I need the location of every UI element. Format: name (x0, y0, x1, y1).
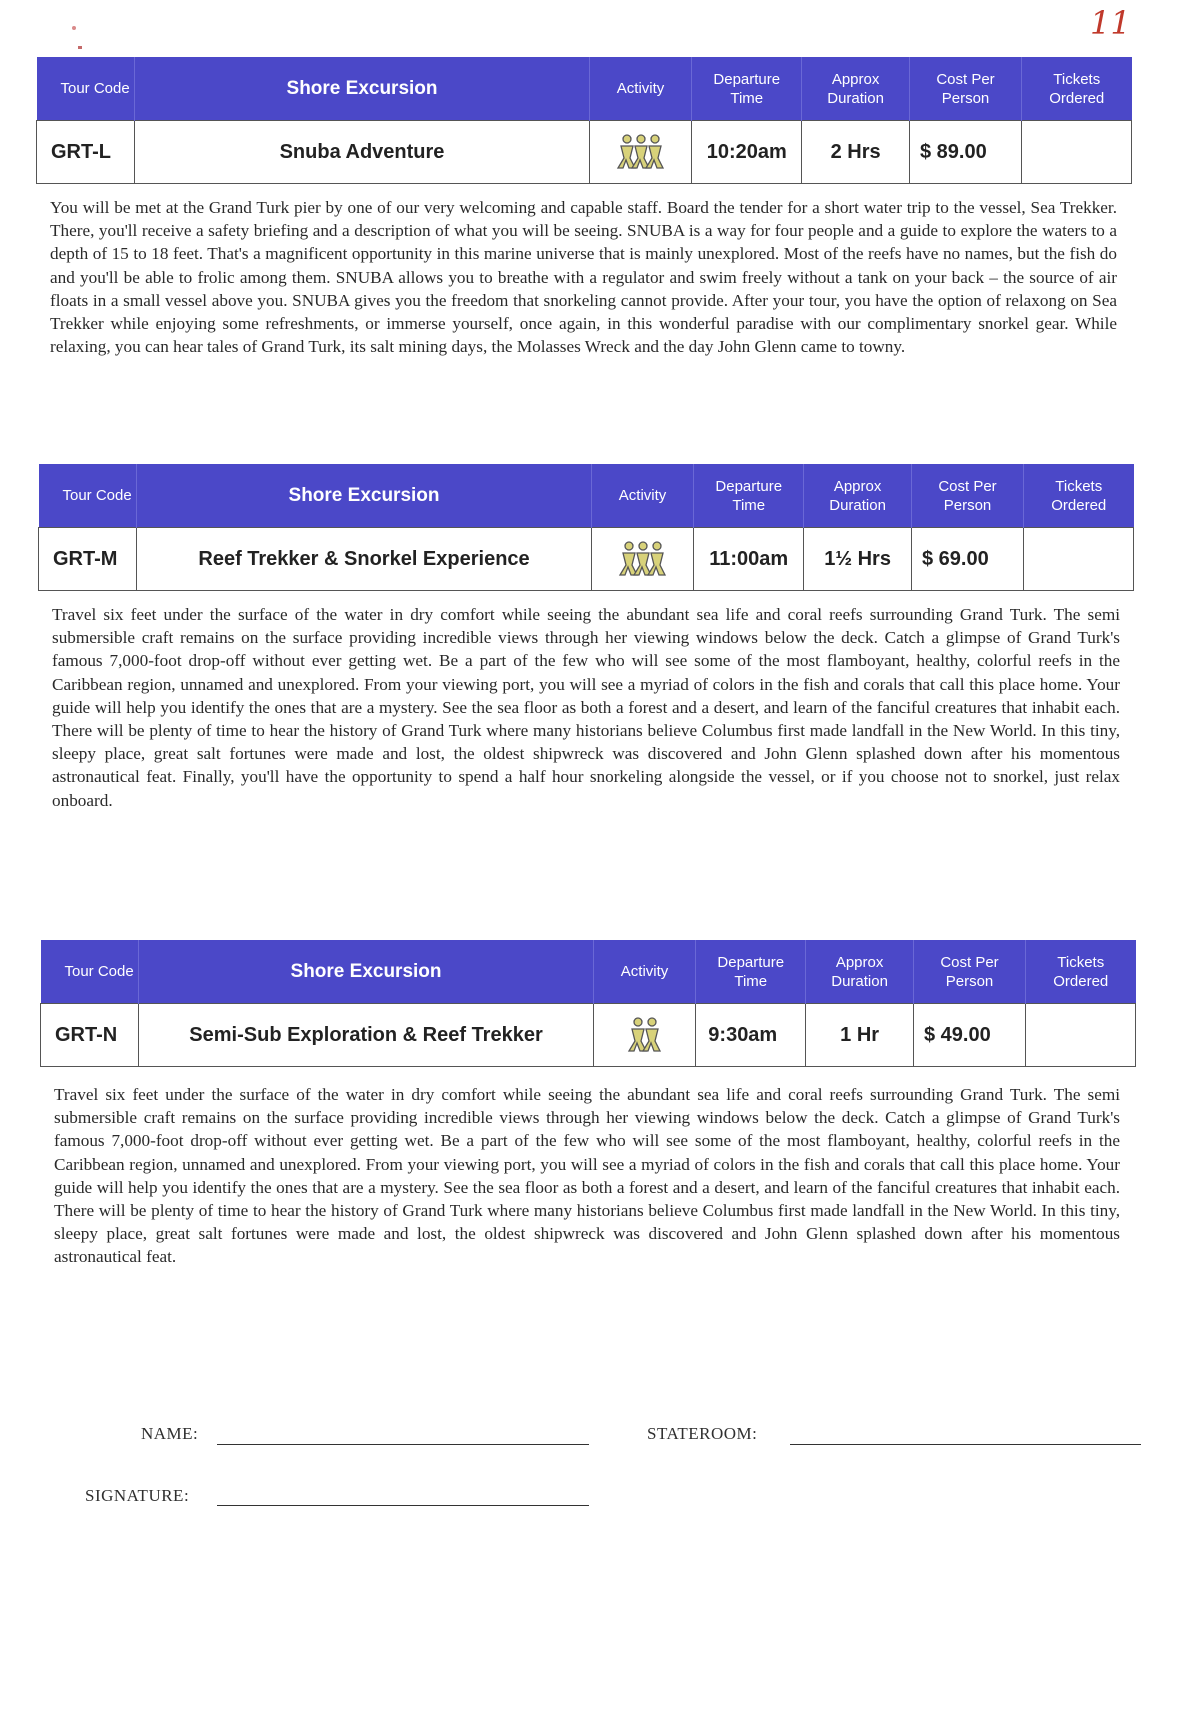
excursion-grt-l (36, 57, 1132, 184)
excursion-description: Travel six feet under the surface of the water in dry comfort while seeing the abundant sea life and coral reefs surrounding Grand Turk. The semi submersible craft remains on the surface providing incredible views through her viewing windows below the deck. Catch a glimpse of Grand Turk's famous 7,000-foot drop-off without ever getting wet. Be a part of the few who will see some of the most flamboyant, healthy, colorful reefs in the Caribbean region, unnamed and unexplored. From your viewing port, you will see a myriad of colors in the fish and corals that call this place home. Your guide will help you identify the ones that are a mystery. See the sea floor as both a forest and a desert, and learn of the fanciful creatures that inhabit each. There will be plenty of time to hear the history of Grand Turk where many historians believe Columbus first made landfall in the New World. In this tiny, sleepy place, great salt fortunes were made and lost, the oldest shipwreck was discovered and John Glenn splashed down after his momentous astronautical feat. Finally, you'll have the opportunity to spend a half hour snorkeling alongside the vessel, or if you choose not to snorkel, just relax onboard. (52, 605, 1120, 810)
signature-label: SIGNATURE: (85, 1486, 190, 1505)
header-tickets-ordered: Tickets Ordered (1022, 57, 1132, 121)
excursion-description: Travel six feet under the surface of the water in dry comfort while seeing the abundant sea life and coral reefs surrounding Grand Turk. The semi submersible craft remains on the surface providing incredible views through her viewing windows below the deck. Catch a glimpse of Grand Turk's famous 7,000-foot drop-off without ever getting wet. Be a part of the few who will see some of the most flamboyant, healthy, colorful reefs in the Caribbean region, unnamed and unexplored. From your viewing port, you will see a myriad of colors in the fish and corals that call this place home. Your guide will help you identify the ones that are a mystery. See the sea floor as both a forest and a desert, and learn of the fanciful creatures that inhabit each. There will be plenty of time to hear the history of Grand Turk where many historians believe Columbus first made landfall in the New World. In this tiny, sleepy place, great salt fortunes were made and lost, the oldest shipwreck was discovered and John Glenn splashed down after his momentous astronautical feat. (54, 1085, 1120, 1267)
header-tour-code: Tour Code (37, 57, 135, 121)
swimmers-icon (617, 539, 669, 579)
tickets-ordered-input[interactable] (1024, 528, 1134, 591)
excursion-grt-n (40, 940, 1136, 1067)
cost-per-person: $ 69.00 (912, 528, 1024, 591)
header-approx-duration: Approx Duration (802, 57, 910, 121)
stateroom-field[interactable] (790, 1444, 1141, 1445)
scan-mark (72, 26, 76, 30)
scan-mark (78, 46, 82, 49)
header-shore-excursion: Shore Excursion (139, 940, 593, 1004)
header-activity: Activity (591, 464, 694, 528)
header-tickets-ordered: Tickets Ordered (1024, 464, 1134, 528)
tour-code: GRT-L (37, 121, 135, 184)
signature-field[interactable] (217, 1505, 589, 1506)
header-shore-excursion: Shore Excursion (137, 464, 591, 528)
header-cost-per-person: Cost Per Person (912, 464, 1024, 528)
header-shore-excursion: Shore Excursion (135, 57, 589, 121)
table-header-row (41, 940, 1136, 1004)
duration: 1½ Hrs (804, 528, 912, 591)
excursion-name: Reef Trekker & Snorkel Experience (137, 528, 591, 591)
tickets-ordered-input[interactable] (1022, 121, 1132, 184)
header-departure-time: Departure Time (696, 940, 806, 1004)
header-departure-time: Departure Time (692, 57, 802, 121)
duration: 1 Hr (806, 1004, 914, 1067)
activity-cell (591, 528, 694, 591)
table-header-row (37, 57, 1132, 121)
excursion-table (40, 940, 1136, 1067)
header-departure-time: Departure Time (694, 464, 804, 528)
table-header-row (39, 464, 1134, 528)
header-cost-per-person: Cost Per Person (910, 57, 1022, 121)
swimmers-icon (615, 132, 667, 172)
header-approx-duration: Approx Duration (804, 464, 912, 528)
cost-per-person: $ 49.00 (914, 1004, 1026, 1067)
name-field[interactable] (217, 1444, 589, 1445)
name-label: NAME: (141, 1424, 199, 1443)
header-approx-duration: Approx Duration (806, 940, 914, 1004)
departure-time: 9:30am (696, 1004, 806, 1067)
header-tour-code: Tour Code (41, 940, 139, 1004)
header-activity: Activity (593, 940, 696, 1004)
header-cost-per-person: Cost Per Person (914, 940, 1026, 1004)
duration: 2 Hrs (802, 121, 910, 184)
swimmers-icon (625, 1015, 665, 1055)
table-row (39, 528, 1134, 591)
stateroom-label: STATEROOM: (647, 1424, 758, 1443)
excursion-table (36, 57, 1132, 184)
table-row (41, 1004, 1136, 1067)
departure-time: 10:20am (692, 121, 802, 184)
cost-per-person: $ 89.00 (910, 121, 1022, 184)
excursion-description: You will be met at the Grand Turk pier by one of our very welcoming and capable staff. Board the tender for a short water trip to the vessel, Sea Trekker. There, you'll receive a safety briefing and a description of what you will be seeing. SNUBA is a way for four people and a guide to explore the waters to a depth of 15 to 18 feet. That's a magnificent opportunity in this marine universe that is mainly unexplored. Most of the reefs have no names, but the fish do and you'll be able to frolic among them. SNUBA allows you to breathe with a regulator and swim freely without a tank on your back – the source of air floats in a small vessel above you. SNUBA gives you the freedom that snorkeling cannot provide. After your tour, you have the option of relaxong on Sea Trekker while enjoying some refreshments, or immerse yourself, once again, in this wonderful paradise with our complimentary snorkel gear. While relaxing, you can hear tales of Grand Turk, its salt mining days, the Molasses Wreck and the day John Glenn came to towny. (50, 198, 1117, 357)
tour-code: GRT-M (39, 528, 137, 591)
excursion-name: Semi-Sub Exploration & Reef Trekker (139, 1004, 593, 1067)
excursion-name: Snuba Adventure (135, 121, 589, 184)
tour-code: GRT-N (41, 1004, 139, 1067)
header-activity: Activity (589, 57, 692, 121)
departure-time: 11:00am (694, 528, 804, 591)
tickets-ordered-input[interactable] (1026, 1004, 1136, 1067)
excursion-table (38, 464, 1134, 591)
page-number: 11 (1090, 4, 1131, 42)
activity-cell (593, 1004, 696, 1067)
activity-cell (589, 121, 692, 184)
table-row (37, 121, 1132, 184)
excursion-grt-m (38, 464, 1134, 591)
header-tickets-ordered: Tickets Ordered (1026, 940, 1136, 1004)
header-tour-code: Tour Code (39, 464, 137, 528)
